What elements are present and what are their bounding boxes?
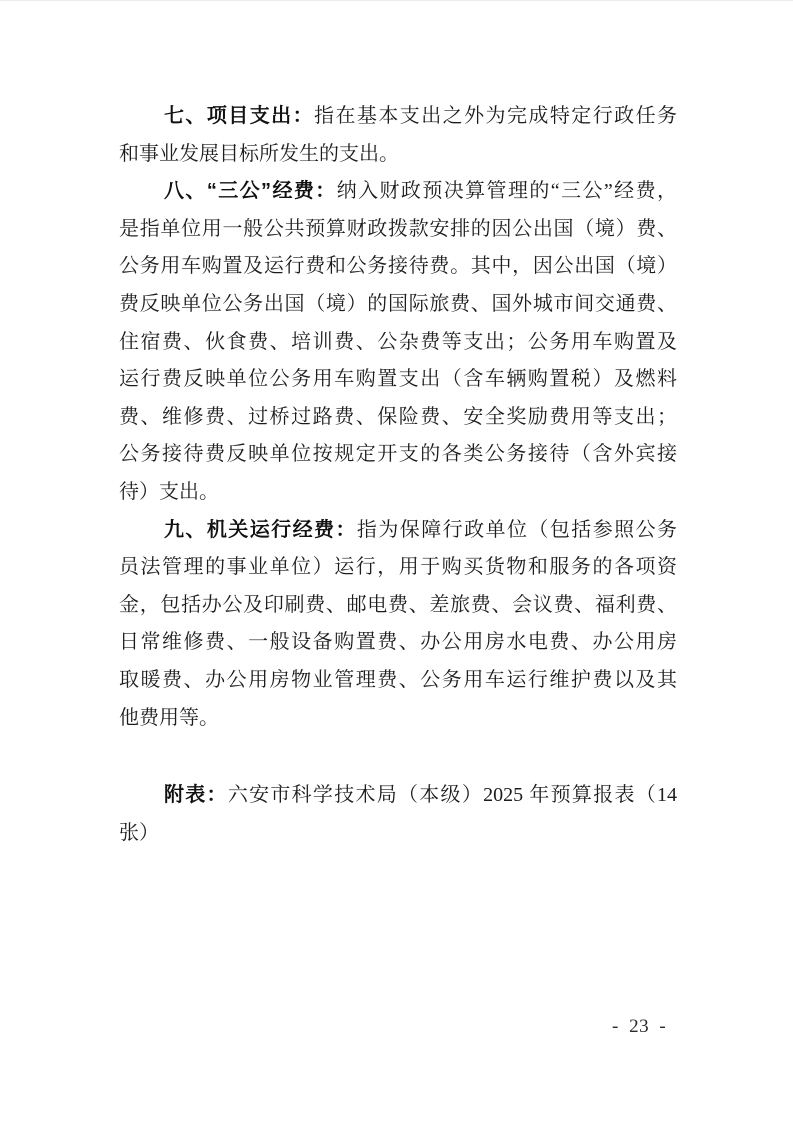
paragraph-text: 指在基本支出之外为完成特定行政任务 (314, 105, 678, 127)
paragraph-heading: 七、项目支出： (164, 105, 315, 127)
text-line (119, 549, 677, 587)
text-line (119, 324, 677, 362)
paragraph-heading: 九、机关运行经费： (164, 518, 357, 541)
text-line (119, 136, 677, 174)
paragraph-text: 公务用车购置及运行费和公务接待费。其中，因公出国（境） (119, 255, 677, 278)
text-line (119, 662, 677, 700)
paragraph-heading: 附表： (164, 784, 228, 807)
paragraph-text: 员法管理的事业单位）运行，用于购买货物和服务的各项资 (119, 556, 677, 579)
paragraph-text: 金，包括办公及印刷费、邮电费、差旅费、会议费、福利费、 (119, 593, 677, 616)
text-line (119, 399, 677, 437)
text-line (119, 173, 677, 211)
paragraph-text: 六安市科学技术局（本级）2025 年预算报表（14 (227, 784, 678, 807)
para-three-public-funds (119, 173, 677, 511)
text-line (119, 474, 677, 512)
paragraph-text: 费反映单位公务出国（境）的国际旅费、国外城市间交通费、 (119, 292, 677, 315)
text-line (119, 512, 677, 550)
paragraph-text: 他费用等。 (119, 706, 219, 729)
paragraph-text: 指为保障行政单位（包括参照公务 (356, 518, 678, 541)
text-line (119, 700, 677, 738)
page-number: - 23 - (612, 1016, 667, 1037)
document-body (119, 98, 677, 852)
text-line (119, 777, 677, 815)
paragraph-text: 张） (119, 821, 159, 844)
text-line (119, 286, 677, 324)
text-line (119, 624, 677, 662)
para-project-expenditure (119, 98, 677, 173)
para-appendix-note (119, 777, 677, 852)
paragraph-text: 待）支出。 (119, 480, 219, 503)
paragraph-text: 住宿费、伙食费、培训费、公杂费等支出；公务用车购置及 (119, 330, 677, 353)
paragraph-text: 纳入财政预决算管理的“三公”经费， (336, 180, 677, 203)
paragraph-text: 取暖费、办公用房物业管理费、公务用车运行维护费以及其 (119, 668, 677, 691)
paragraph-heading: 八、“三公”经费： (164, 180, 337, 203)
text-line (119, 248, 677, 286)
paragraph-text: 日常维修费、一般设备购置费、办公用房水电费、办公用房 (119, 631, 677, 654)
text-line (119, 211, 677, 249)
text-line (119, 587, 677, 625)
paragraph-text: 和事业发展目标所发生的支出。 (119, 142, 399, 165)
text-line (119, 436, 677, 474)
para-agency-operating-funds (119, 512, 677, 738)
text-line (119, 815, 677, 853)
text-line (119, 98, 677, 136)
paragraph-text: 公务接待费反映单位按规定开支的各类公务接待（含外宾接 (119, 443, 677, 466)
paragraph-text: 运行费反映单位公务用车购置支出（含车辆购置税）及燃料 (119, 368, 677, 391)
paragraph-text: 费、维修费、过桥过路费、保险费、安全奖励费用等支出； (119, 405, 677, 428)
paragraph-text: 是指单位用一般公共预算财政拨款安排的因公出国（境）费、 (119, 217, 677, 240)
text-line (119, 361, 677, 399)
